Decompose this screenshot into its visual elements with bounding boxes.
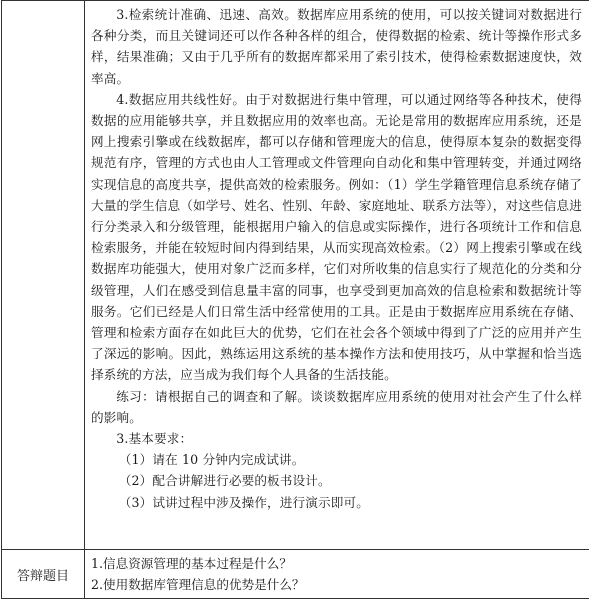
requirements-heading: 3.基本要求： [116,431,193,447]
defense-questions [85,550,589,595]
paragraph-sharing: 4.数据应用共线性好。由于对数据进行集中管理，可以通过网络等各种技术，使得数据的应用能够共享，并且数据应用的效率也高。无论是常用的数据库应用系统，还是网上搜索引擎或在线数据库，都可以存储和管理庞大的信息，使得原本复杂的数据变得规范有序，管理的方式也由人工管理或文件管理向自动化和集中管理转变，并通过网络实现信息的高度共享，提供高效的检索服务。例如：（1）学生学籍管理信息系统存储了大量的学生信息（如学号、姓名、性别、年龄、家庭地址、联系方法等），对这些信息进行分类录入和分级管理，能根据用户输入的信息或实际操作，进行各项统计工作和信息检索服务，并能在较短时间内得到结果，从而实现高效检索。（2）网上搜索引擎或在线数据库功能强大，使用对象广泛而多样，它们对所收集的信息实行了规范化的分类和分级管理，人们在感受到信息量丰富的同事，也享受到更加高效的信息检索和数据统计等服务。它们已经是人们日常生活中经常使用的工具。正是由于数据库应用系统在存储、管理和检索方面存在如此巨大的优势，它们在社会各个领域中得到了广泛的应用并产生了深远的影响。因此，熟练运用这系统的基本操作方法和使用技巧，从中掌握和恰当选择系统的方法，应当成为我们每个人具备的生活技能。 [91,91,582,383]
content-row [2,1,589,550]
defense-question: 2.使用数据库管理信息的优势是什么？ [91,577,305,592]
requirement-item: （1）请在 10 分钟内完成试讲。 [118,452,305,468]
requirement-item: （3）试讲过程中涉及操作，进行演示即可。 [118,494,370,510]
content-cell [85,1,589,550]
defense-label: 答辩题目 [2,550,85,599]
defense-row [2,550,589,599]
exam-table [1,0,589,599]
paragraph-retrieval: 3.检索统计准确、迅速、高效。数据库应用系统的使用，可以按关键词对数据进行各种分类，而且关键词还可以作各种各样的组合，使得数据的检索、统计等操作形式多样，结果准确；又由于几乎所有的数据库都采用了索引技术，使得检索数据速度快，效率高。 [91,7,582,86]
lesson-content [85,1,589,513]
empty-label-cell [2,1,85,550]
paragraph-exercise: 练习：请根据自己的调查和了解。谈谈数据库应用系统的使用对社会产生了什么样的影响。 [91,388,582,425]
defense-question: 1.信息资源管理的基本过程是什么？ [91,556,292,571]
requirement-item: （2）配合讲解进行必要的板书设计。 [118,473,331,489]
defense-questions-cell [85,550,589,599]
